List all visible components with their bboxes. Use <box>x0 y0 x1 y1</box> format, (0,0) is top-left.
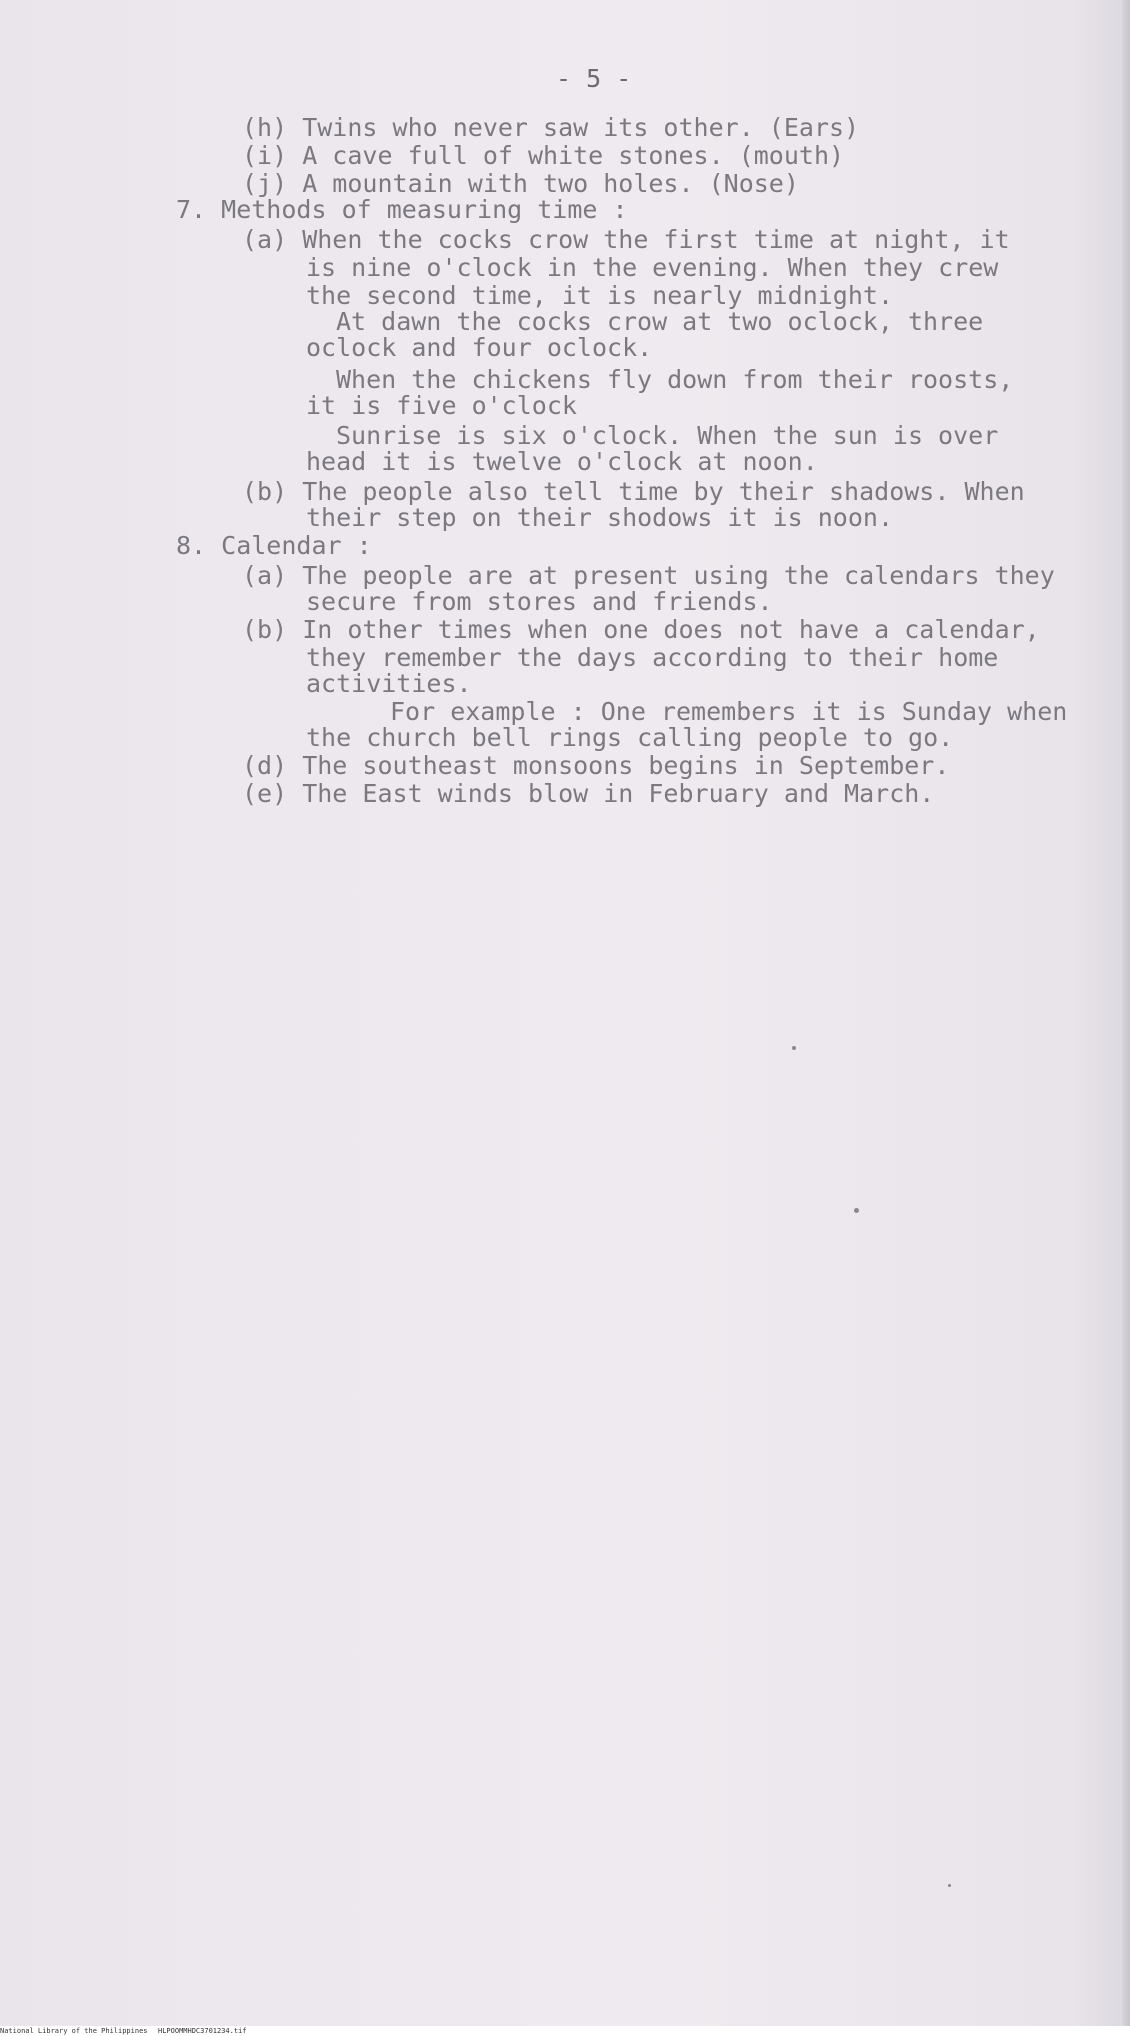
text-line: is nine o'clock in the evening. When they crew <box>306 253 999 282</box>
text-line: head it is twelve o'clock at noon. <box>306 447 818 476</box>
text-line: For example : One remembers it is Sunday when <box>390 697 1068 726</box>
section-heading: 7. Methods of measuring time : <box>176 195 628 224</box>
text-line: oclock and four oclock. <box>306 333 653 362</box>
text-line: (d) The southeast monsoons begins in September. <box>242 751 950 780</box>
text-line: activities. <box>306 669 472 698</box>
text-line: (a) The people are at present using the calendars they <box>242 561 1055 590</box>
page-edge-shadow <box>1122 0 1130 2026</box>
paper-speck <box>792 1046 796 1050</box>
paper-speck <box>854 1208 859 1213</box>
text-line: the church bell rings calling people to go. <box>306 723 954 752</box>
paper-speck <box>948 1884 951 1887</box>
text-line: secure from stores and friends. <box>306 587 773 616</box>
text-line: When the chickens fly down from their roosts, <box>336 365 1014 394</box>
text-line: (b) In other times when one does not have a calendar, <box>242 615 1040 644</box>
text-line: (h) Twins who never saw its other. (Ears) <box>242 113 860 142</box>
text-line: it is five o'clock <box>306 391 577 420</box>
scan-footer <box>0 2026 1130 2036</box>
text-line: they remember the days according to their home <box>306 643 999 672</box>
page-number: - 5 - <box>556 64 632 93</box>
text-line: their step on their shodows it is noon. <box>306 503 893 532</box>
footer-source: National Library of the Philippines <box>0 2027 148 2035</box>
text-line: (e) The East winds blow in February and March. <box>242 779 935 808</box>
section-heading: 8. Calendar : <box>176 531 372 560</box>
text-line: Sunrise is six o'clock. When the sun is over <box>336 421 999 450</box>
text-line: (a) When the cocks crow the first time at night, it <box>242 225 1010 254</box>
text-line: (j) A mountain with two holes. (Nose) <box>242 169 799 198</box>
text-line: the second time, it is nearly midnight. <box>306 281 893 310</box>
text-line: At dawn the cocks crow at two oclock, three <box>336 307 984 336</box>
footer-filename: HLPOOMMHDC3701234.tif <box>158 2027 247 2035</box>
text-line: (b) The people also tell time by their shadows. When <box>242 477 1025 506</box>
text-line: (i) A cave full of white stones. (mouth) <box>242 141 845 170</box>
